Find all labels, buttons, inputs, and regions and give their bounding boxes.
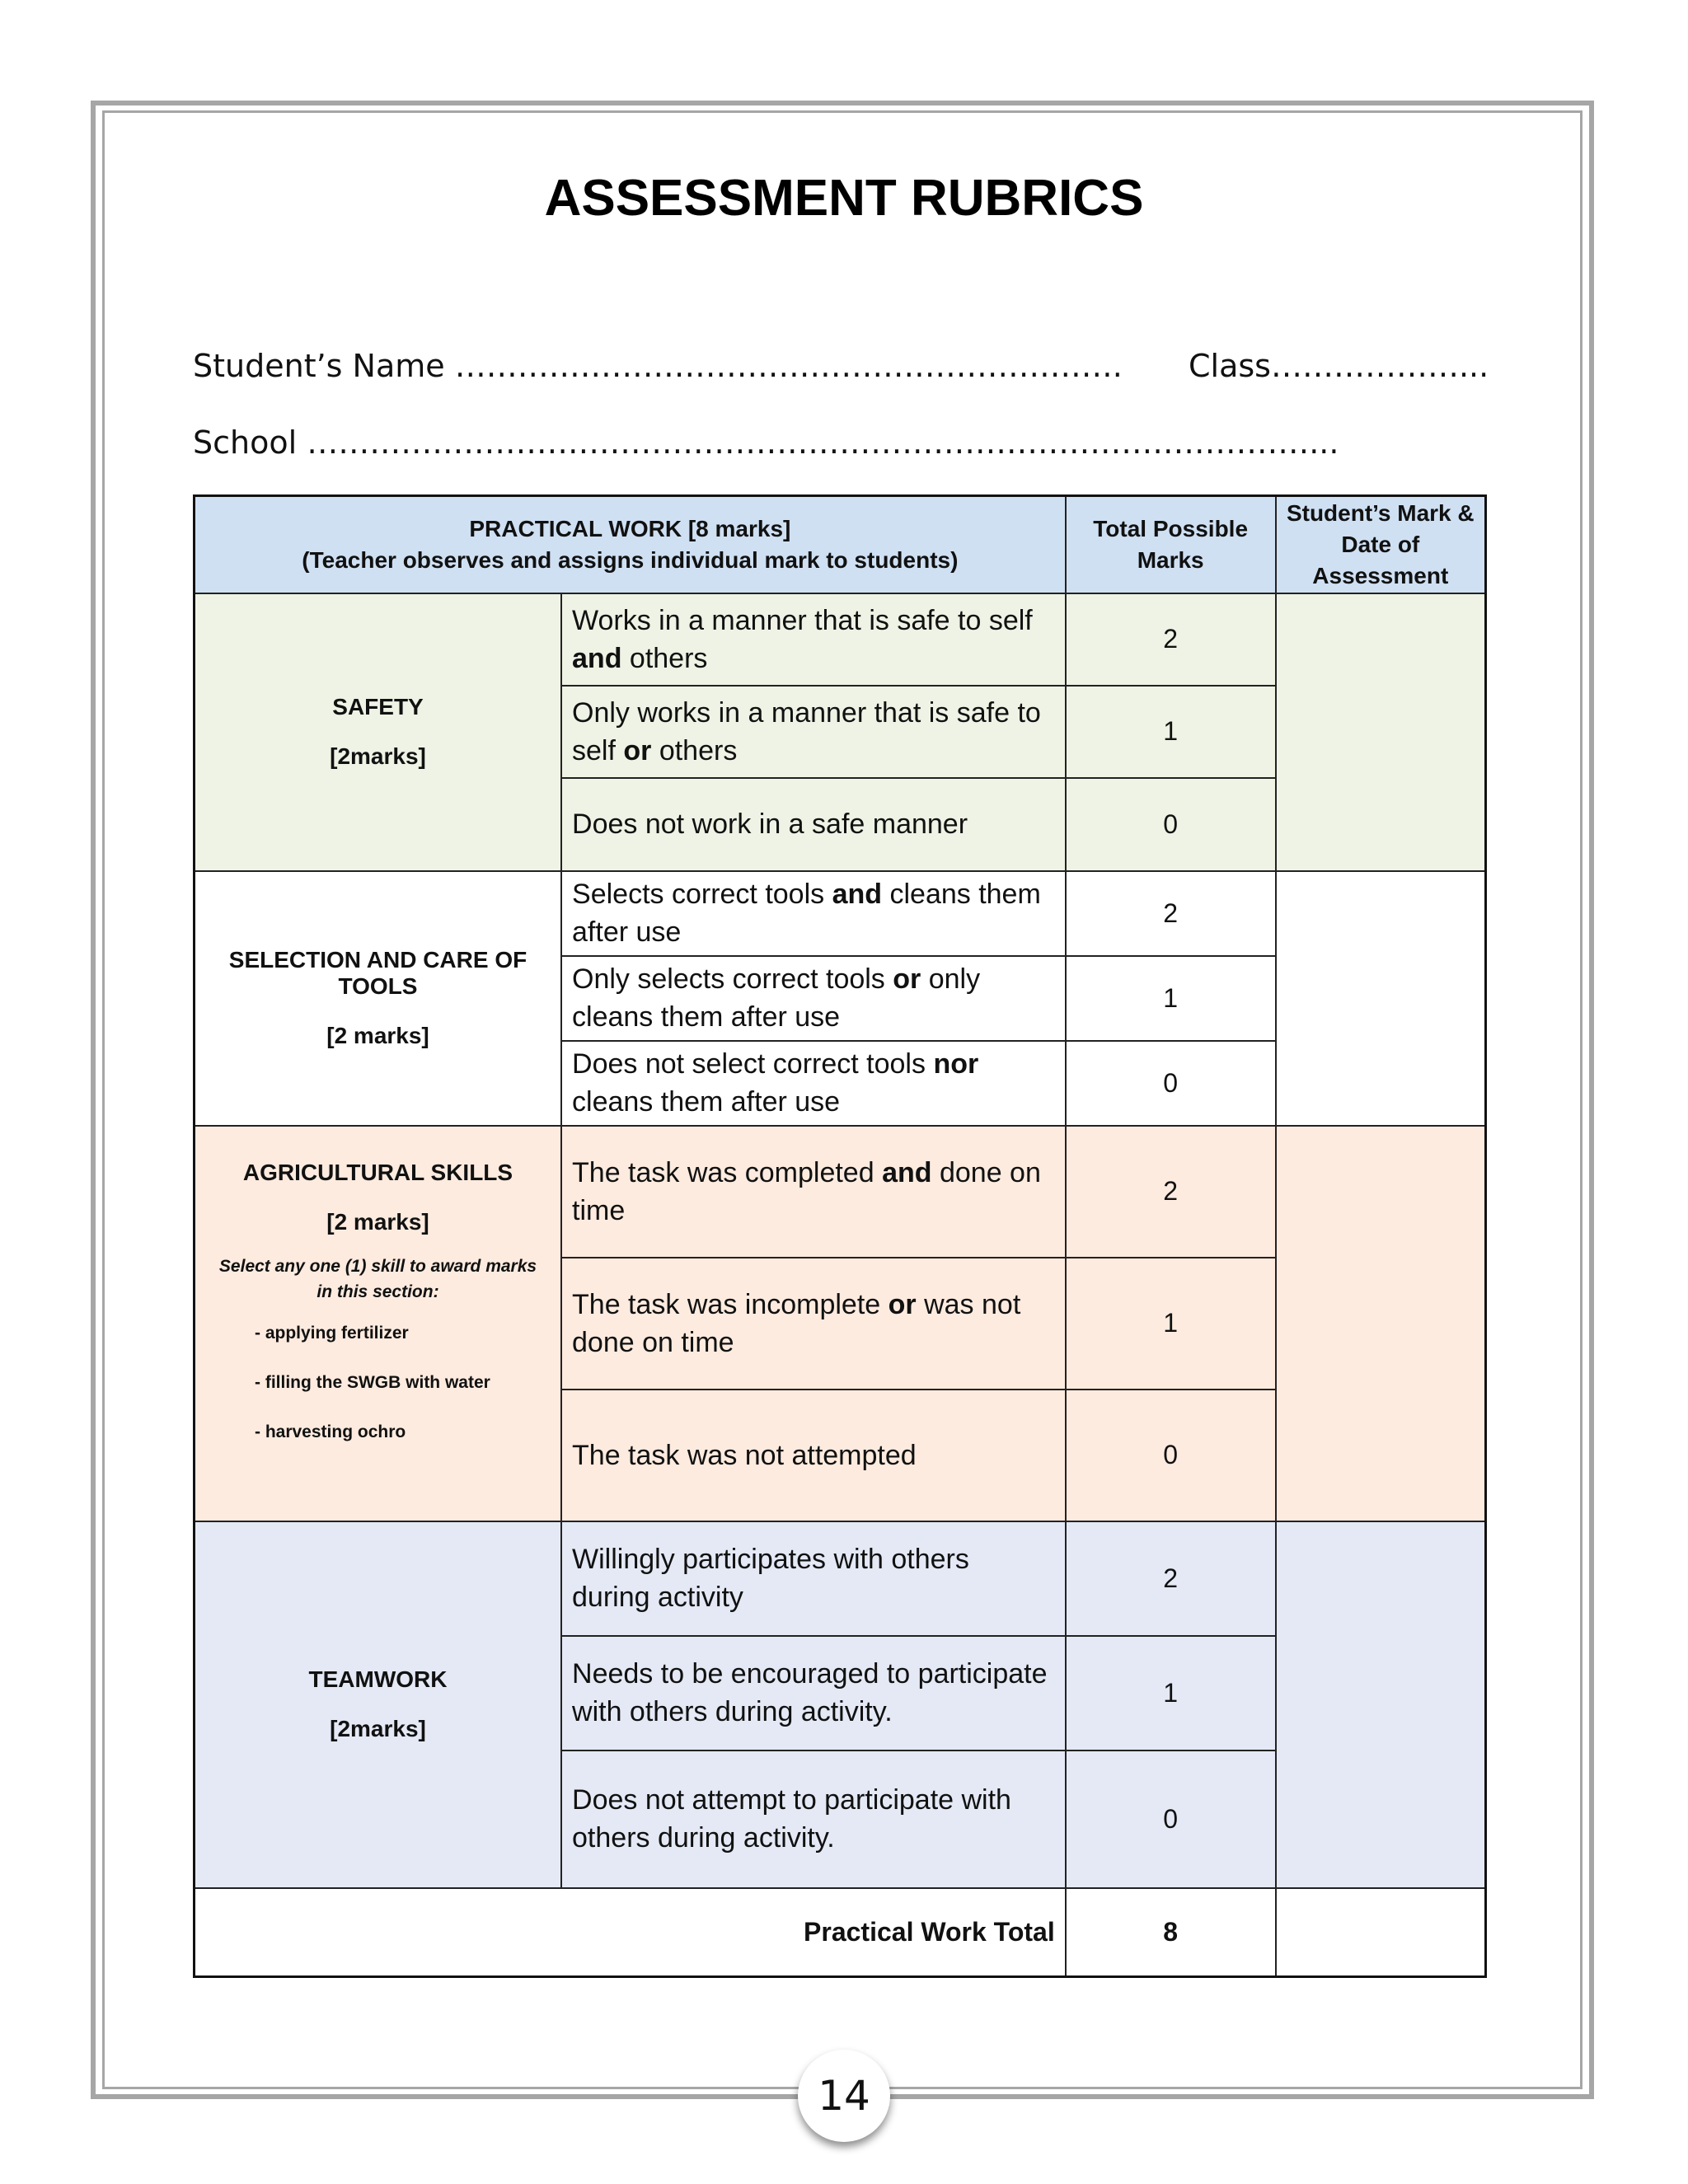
descriptor: Willingly participates with others during activity <box>561 1521 1066 1636</box>
criterion-title: TEAMWORK <box>308 1666 448 1692</box>
school-field[interactable]: School ……………………………………………………………………………………... <box>193 424 1339 461</box>
header-total-line-1: Total Possible <box>1093 515 1249 541</box>
header-student-line-1: Student’s Mark & <box>1286 499 1475 526</box>
criterion-title: SAFETY <box>332 694 424 719</box>
header-line-1: PRACTICAL WORK [8 marks] <box>469 515 791 541</box>
descriptor: Only selects correct tools or only cleans them after use <box>561 956 1066 1041</box>
descriptor: The task was not attempted <box>561 1390 1066 1521</box>
total-value: 8 <box>1066 1888 1276 1977</box>
table-row <box>195 593 1486 686</box>
student-mark-cell-agri[interactable] <box>1276 1126 1486 1521</box>
possible-mark: 2 <box>1066 1126 1276 1258</box>
skill-item: - harvesting ochro <box>255 1422 406 1441</box>
criterion-safety <box>195 593 562 871</box>
table-row <box>195 871 1486 956</box>
header-practical-work <box>195 496 1066 593</box>
descriptor: Does not select correct tools nor cleans them after use <box>561 1041 1066 1126</box>
student-name-field[interactable]: Student’s Name ………………………………………………………. <box>193 348 1123 384</box>
criterion-marks: [2marks] <box>330 743 426 769</box>
header-total-possible <box>1066 496 1276 593</box>
skill-item: - applying fertilizer <box>255 1323 409 1343</box>
table-row <box>195 1521 1486 1636</box>
criterion-teamwork <box>195 1521 562 1888</box>
header-total-line-2: Marks <box>1137 546 1204 573</box>
descriptor: Only works in a manner that is safe to self or others <box>561 686 1066 778</box>
possible-mark: 2 <box>1066 871 1276 956</box>
criterion-title: SELECTION AND CARE OF TOOLS <box>228 947 528 999</box>
table-row <box>195 1126 1486 1258</box>
skill-instruction: Select any one (1) skill to award marks in this section: <box>218 1256 537 1301</box>
descriptor: Does not attempt to participate with others during activity. <box>561 1750 1066 1888</box>
criterion-marks: [2 marks] <box>326 1208 429 1235</box>
possible-mark: 0 <box>1066 1041 1276 1126</box>
student-mark-cell-teamwork[interactable] <box>1276 1521 1486 1888</box>
descriptor: The task was incomplete or was not done on time <box>561 1258 1066 1390</box>
page-number: 14 <box>818 2072 870 2120</box>
possible-mark: 0 <box>1066 1390 1276 1521</box>
criterion-tools <box>195 871 562 1126</box>
descriptor: Works in a manner that is safe to self and others <box>561 593 1066 686</box>
criterion-marks: [2marks] <box>330 1716 426 1741</box>
descriptor: Selects correct tools and cleans them after use <box>561 871 1066 956</box>
student-mark-cell-safety[interactable] <box>1276 593 1486 871</box>
possible-mark: 2 <box>1066 1521 1276 1636</box>
possible-mark: 0 <box>1066 778 1276 871</box>
student-mark-cell-tools[interactable] <box>1276 871 1486 1126</box>
page-title: ASSESSMENT RUBRICS <box>544 170 1144 227</box>
total-row <box>195 1888 1486 1977</box>
criterion-marks: [2 marks] <box>326 1023 429 1048</box>
student-total-cell[interactable] <box>1276 1888 1486 1977</box>
class-field[interactable]: Class………………... <box>1189 348 1489 384</box>
descriptor: Does not work in a safe manner <box>561 778 1066 871</box>
total-label: Practical Work Total <box>195 1888 1066 1977</box>
skill-item: - filling the SWGB with water <box>255 1372 490 1392</box>
possible-mark: 1 <box>1066 956 1276 1041</box>
criterion-agricultural-skills <box>195 1126 562 1521</box>
possible-mark: 1 <box>1066 1258 1276 1390</box>
possible-mark: 1 <box>1066 1636 1276 1750</box>
possible-mark: 1 <box>1066 686 1276 778</box>
page-number-badge <box>798 2050 890 2142</box>
possible-mark: 2 <box>1066 593 1276 686</box>
header-line-2: (Teacher observes and assigns individual mark to students) <box>302 546 959 573</box>
descriptor: The task was completed and done on time <box>561 1126 1066 1258</box>
criterion-title: AGRICULTURAL SKILLS <box>242 1159 513 1185</box>
header-student-mark <box>1276 496 1486 593</box>
rubric-table <box>193 494 1487 1978</box>
descriptor: Needs to be encouraged to participate with others during activity. <box>561 1636 1066 1750</box>
header-student-line-2: Date of Assessment <box>1312 531 1449 588</box>
possible-mark: 0 <box>1066 1750 1276 1888</box>
table-header-row <box>195 496 1486 593</box>
